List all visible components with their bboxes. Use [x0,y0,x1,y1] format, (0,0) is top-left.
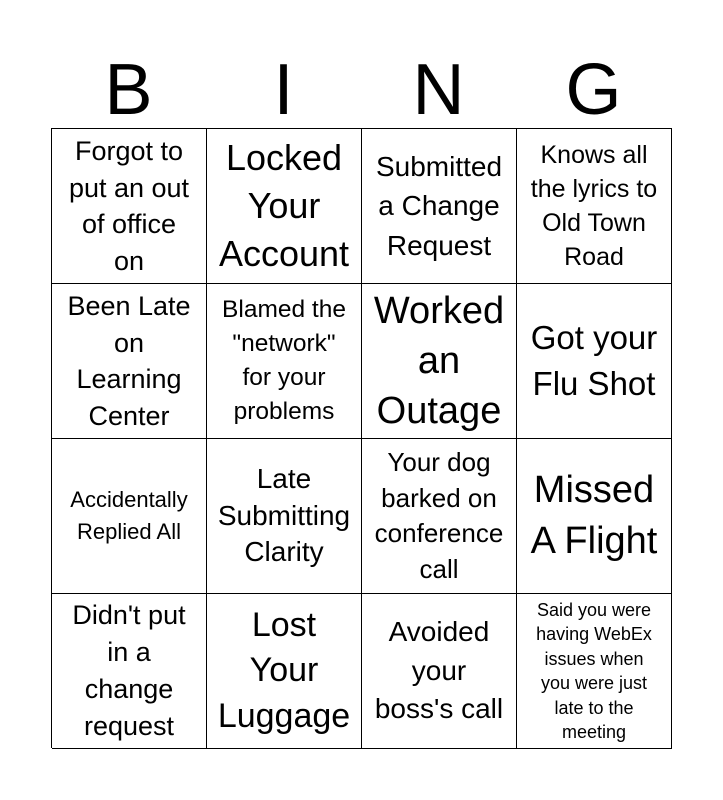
bingo-cell-text: Forgot to put an out of office on [68,136,190,276]
header-letter-n: N [412,50,465,130]
bingo-cell-text: Accidentally Replied All [70,487,188,544]
bingo-cell[interactable] [207,439,362,594]
bingo-cell[interactable] [517,284,672,439]
bingo-cell[interactable] [52,439,207,594]
bingo-cell[interactable] [207,129,362,284]
bingo-card-grid [51,128,672,748]
bingo-cell[interactable] [52,129,207,284]
bingo-cell[interactable] [362,284,517,439]
bingo-cell-text: Locked Your Account [218,137,350,274]
bingo-cell-text: Avoided your boss's call [374,616,504,725]
bingo-cell[interactable] [52,594,207,749]
bingo-cell-text: Late Submitting Clarity [217,463,351,568]
bingo-cell-text: Missed A Flight [530,469,658,562]
bingo-cell-text: Lost Your Luggage [217,605,351,735]
bingo-cell[interactable] [517,594,672,749]
bingo-cell[interactable] [52,284,207,439]
bingo-cell-text: Blamed the "network" for your problems [222,296,346,425]
bingo-cell-text: Your dog barked on conference call [374,447,504,584]
header-letter-g: G [565,50,622,130]
bingo-cell[interactable] [517,439,672,594]
header-letter-b: B [104,50,153,130]
bingo-cell[interactable] [362,439,517,594]
header-letter-i: I [273,50,294,130]
bingo-cell-text: Been Late on Learning Center [67,291,191,431]
bingo-cell[interactable] [362,129,517,284]
bingo-cell-text: Got your Flu Shot [530,319,658,402]
bingo-cell[interactable] [207,284,362,439]
bingo-cell-text: Said you were having WebEx issues when you were just late to the meeting [536,599,652,742]
bingo-cell-text: Knows all the lyrics to Old Town Road [530,141,658,271]
bingo-header [51,40,671,128]
bingo-cell[interactable] [207,594,362,749]
bingo-cell-text: Didn't put in a change request [72,600,186,741]
bingo-cell[interactable] [362,594,517,749]
bingo-cell-text: Worked an Outage [373,290,505,432]
bingo-cell-text: Submitted a Change Request [375,150,503,261]
bingo-cell[interactable] [517,129,672,284]
